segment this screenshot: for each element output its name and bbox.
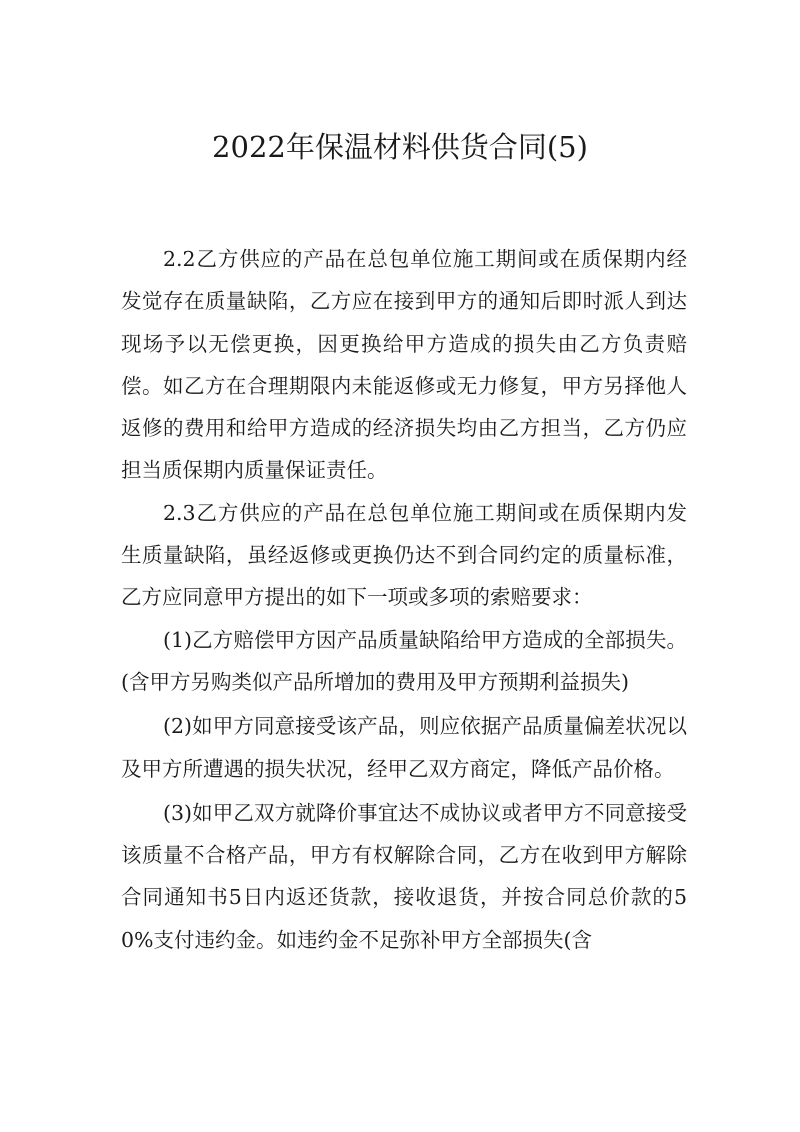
document-title: 2022年保温材料供货合同(5)	[212, 130, 588, 164]
paragraph-item-1: (1)乙方赔偿甲方因产品质量缺陷给甲方造成的全部损失。(含甲方另购类似产品所增加的费用及甲方预期利益损失)	[121, 627, 687, 694]
paragraph-2-3: 2.3乙方供应的产品在总包单位施工期间或在质保期内发生质量缺陷，虽经返修或更换仍达不到合同约定的质量标准，乙方应同意甲方提出的如下一项或多项的索赔要求：	[121, 500, 687, 610]
paragraph-item-2: (2)如甲方同意接受该产品，则应依据产品质量偏差状况以及甲方所遭遇的损失状况，经甲乙双方商定，降低产品价格。	[121, 714, 687, 781]
paragraph-item-3: (3)如甲乙双方就降价事宜达不成协议或者甲方不同意接受该质量不合格产品，甲方有权解除合同，乙方在收到甲方解除合同通知书5日内返还货款，接收退货，并按合同总价款的50%支付违约金。如违约金不足弥补甲方全部损失(含	[121, 800, 687, 952]
paragraph-2-2: 2.2乙方供应的产品在总包单位施工期间或在质保期内经发觉存在质量缺陷，乙方应在接到甲方的通知后即时派人到达现场予以无偿更换，因更换给甲方造成的损失由乙方负责赔偿。如乙方在合理期限内未能返修或无力修复，甲方另择他人返修的费用和给甲方造成的经济损失均由乙方担当，乙方仍应担当质保期内质量保证责任。	[121, 247, 687, 483]
document-body	[121, 238, 687, 961]
